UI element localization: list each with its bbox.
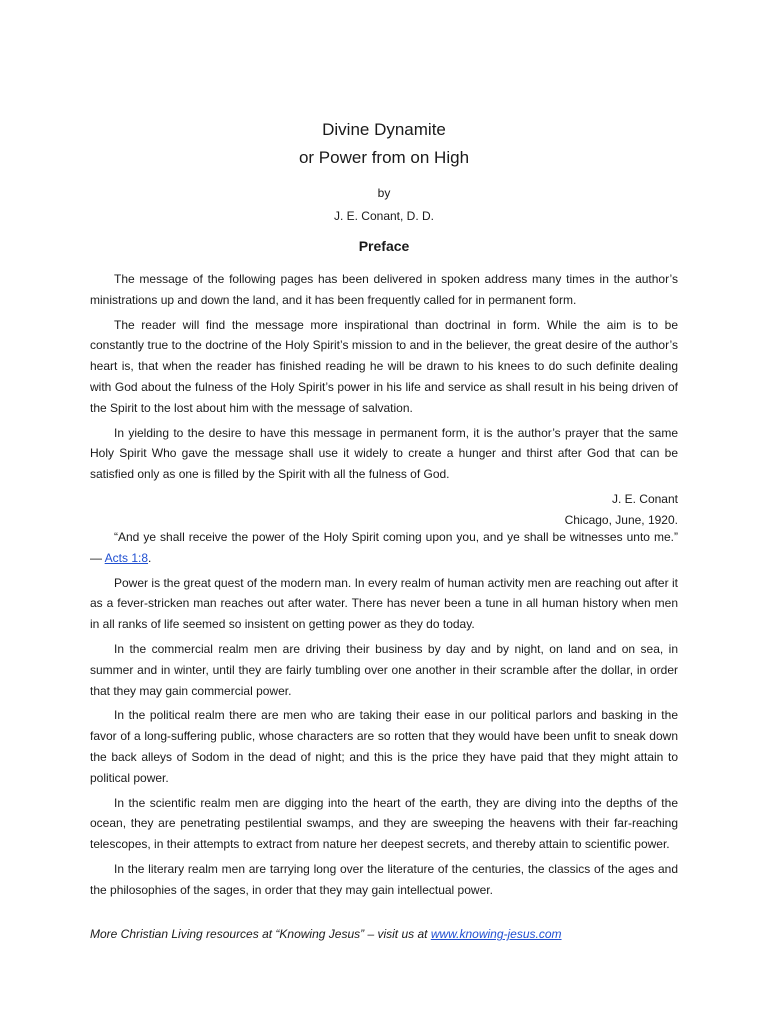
preface-paragraph-3: In yielding to the desire to have this message in permanent form, it is the author’s prayer that the same Holy Spirit Who gave the message shall use it widely to create a hunger and thirst after God that can be satisfied only as one is filled by the Spirit with all the fulness of God.: [90, 425, 678, 482]
body-paragraph-3: In the political realm there are men who are taking their ease in our political parlors and basking in the favor of a long-suffering public, whose characters are so rotten that they would have been unfit to sneak down the back alleys of Sodom in the dead of night; and this is the price they have paid that they might attain to political power.: [90, 708, 678, 785]
document-subtitle: or Power from on High: [298, 148, 470, 167]
signature-place-date: Chicago, June, 1920.: [564, 512, 678, 527]
preface-paragraph-1: The message of the following pages has been delivered in spoken address many times in the author’s ministrations up and down the land, and it has been frequently called for in permanent form.: [90, 272, 678, 307]
document-title: Divine Dynamite: [322, 120, 446, 139]
preface-heading: Preface: [358, 238, 410, 254]
footer-website-link[interactable]: www.knowing-jesus.com: [430, 927, 562, 941]
signature-name: J. E. Conant: [611, 491, 678, 506]
scripture-quote: [90, 527, 678, 569]
byline-author: J. E. Conant, D. D.: [333, 209, 435, 223]
scripture-reference-link[interactable]: Acts 1:8: [104, 550, 149, 565]
body-paragraph-2: In the commercial realm men are driving their business by day and by night, on land and on sea, in summer and in winter, until they are fairly tumbling over one another in their scramble after the dollar, in order that they may gain commercial power.: [90, 641, 678, 698]
scripture-quote-end: .: [148, 550, 152, 565]
body-paragraph-1: Power is the great quest of the modern man. In every realm of human activity men are reaching out after it as a fever-stricken man reaches out after water. There has never been a tune in all human history when men in all ranks of life seemed so insistent on getting power as they do today.: [90, 575, 678, 632]
preface-paragraph-2: The reader will find the message more inspirational than doctrinal in form. While the aim is to be constantly true to the doctrine of the Holy Spirit’s mission to and in the believer, the great desire of the author’s heart is, that when the reader has finished reading he will be drawn to his knees to do such definite dealing with God about the fulness of the Holy Spirit’s power in his life and service as shall result in his being driven of the Spirit to the lost about him with the message of salvation.: [90, 317, 678, 415]
body-paragraph-5: In the literary realm men are tarrying long over the literature of the centuries, the classics of the ages and the philosophies of the sages, in order that they may gain intellectual power.: [90, 861, 678, 897]
footer-text: More Christian Living resources at “Knowing Jesus” – visit us at: [90, 927, 431, 941]
preface-body: [90, 269, 678, 531]
scripture-quote-text: “And ye shall receive the power of the Holy Spirit coming upon you, and ye shall be witnesses unto me.” —: [90, 530, 678, 565]
main-body: [90, 527, 678, 905]
byline-by: by: [377, 186, 391, 200]
body-paragraph-4: In the scientific realm men are digging into the heart of the earth, they are diving into the depths of the ocean, they are penetrating pestilential swamps, and they are sweeping the heavens with their far-reaching telescopes, in their attempts to extract from nature her deepest secrets, and thereby attain to scientific power.: [90, 795, 678, 852]
footer-note: [90, 927, 690, 941]
